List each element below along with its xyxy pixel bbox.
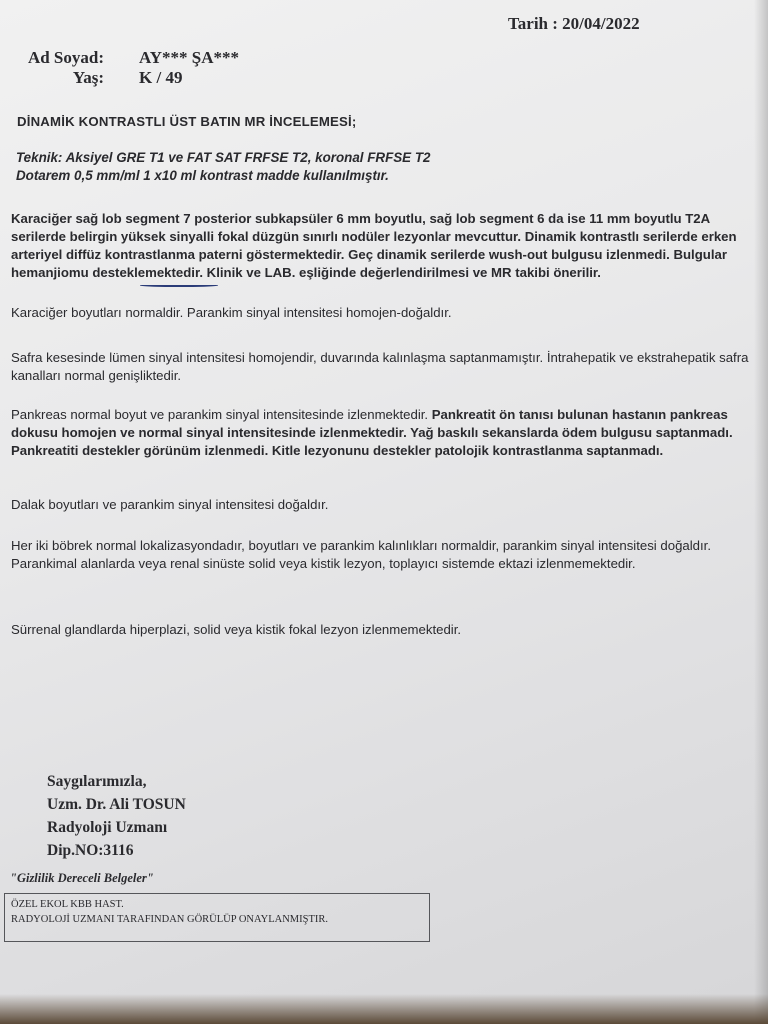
patient-age-label: Yaş: — [72, 68, 104, 87]
signature-block — [47, 770, 186, 862]
gallbladder-paragraph: Safra kesesinde lümen sinyal intensitesi homojendir, duvarında kalınlaşma saptanmamıştır. İntrahepatik ve ekstrahepatik safra kanalları normal genişliktedir. — [11, 350, 749, 383]
table-surface — [0, 994, 768, 1024]
pancreas-text-bold: Pankreatit ön tanısı bulunan hastanın pankreas dokusu homojen ve normal sinyal intensitesinde izlenmektedir. Yağ baskılı sekanslarda ödem bulgusu saptanmadı. Pankreatiti destekler görünüm izlenmedi. Kitle lezyonunu destekler patolojik kontrastlanma saptanmadı. — [11, 407, 733, 458]
pancreas-text-normal: Pankreas normal boyut ve parankim sinyal intensitesinde izlenmektedir. — [11, 407, 432, 422]
stamp-line-1: ÖZEL EKOL KBB HAST. — [11, 899, 124, 910]
report-title: DİNAMİK KONTRASTLI ÜST BATIN MR İNCELEMESİ; — [17, 114, 357, 129]
patient-name-value: AY*** ŞA*** — [139, 48, 239, 67]
kidney-paragraph: Her iki böbrek normal lokalizasyondadır, boyutları ve parankim kalınlıkları normaldir, parankim sinyal intensitesi doğaldır. Parankimal alanlarda veya renal sinüste solid veya kistik lezyon, toplayıcı sistemde ektazi izlenmemektedir. — [11, 538, 711, 571]
paper-edge-shadow — [754, 0, 768, 1024]
signature-closing: Saygılarımızla, — [47, 773, 147, 790]
report-date: Tarih : 20/04/2022 — [508, 14, 640, 33]
technique-section — [16, 149, 456, 185]
pancreas-paragraph — [11, 406, 751, 460]
patient-age-value: K / 49 — [139, 68, 183, 87]
approval-stamp — [4, 893, 430, 942]
liver-size-paragraph: Karaciğer boyutları normaldir. Parankim sinyal intensitesi homojen-doğaldır. — [11, 305, 452, 320]
stamp-line-2: RADYOLOJİ UZMANI TARAFINDAN GÖRÜLÜP ONAYLANMIŞTIR. — [11, 914, 328, 925]
technique-line-2: Dotarem 0,5 mm/ml 1 x10 ml kontrast madde kullanılmıştır. — [16, 168, 389, 183]
patient-age-row — [26, 68, 183, 88]
signature-diploma: Dip.NO:3116 — [47, 842, 134, 859]
signature-title: Radyoloji Uzmanı — [47, 819, 168, 836]
technique-line-1: Teknik: Aksiyel GRE T1 ve FAT SAT FRFSE T2, koronal FRFSE T2 — [16, 150, 431, 165]
patient-name-row — [26, 48, 239, 68]
signature-name: Uzm. Dr. Ali TOSUN — [47, 796, 186, 813]
handwritten-underline — [140, 283, 218, 287]
patient-name-label: Ad Soyad: — [27, 48, 104, 67]
liver-findings-paragraph: Karaciğer sağ lob segment 7 posterior subkapsüler 6 mm boyutlu, sağ lob segment 6 da ise 11 mm boyutlu T2A serilerde belirgin yüksek sinyalli fokal düzgün sınırlı nodüler lezyonlar mevcuttur. Dinamik kontrastlı serilerde erken arteriyel diffüz kontrastlanma paterni göstermektedir. Geç dinamik serilerde wush-out bulgusu izlenmedi. Bulgular hemanjiomu desteklemektedir. Klinik ve LAB. eşliğinde değerlendirilmesi ve MR takibi önerilir. — [11, 211, 737, 280]
adrenal-paragraph: Sürrenal glandlarda hiperplazi, solid veya kistik fokal lezyon izlenmemektedir. — [11, 622, 462, 637]
spleen-paragraph: Dalak boyutları ve parankim sinyal intensitesi doğaldır. — [11, 497, 329, 512]
confidential-label: "Gizlilik Dereceli Belgeler" — [10, 871, 154, 885]
